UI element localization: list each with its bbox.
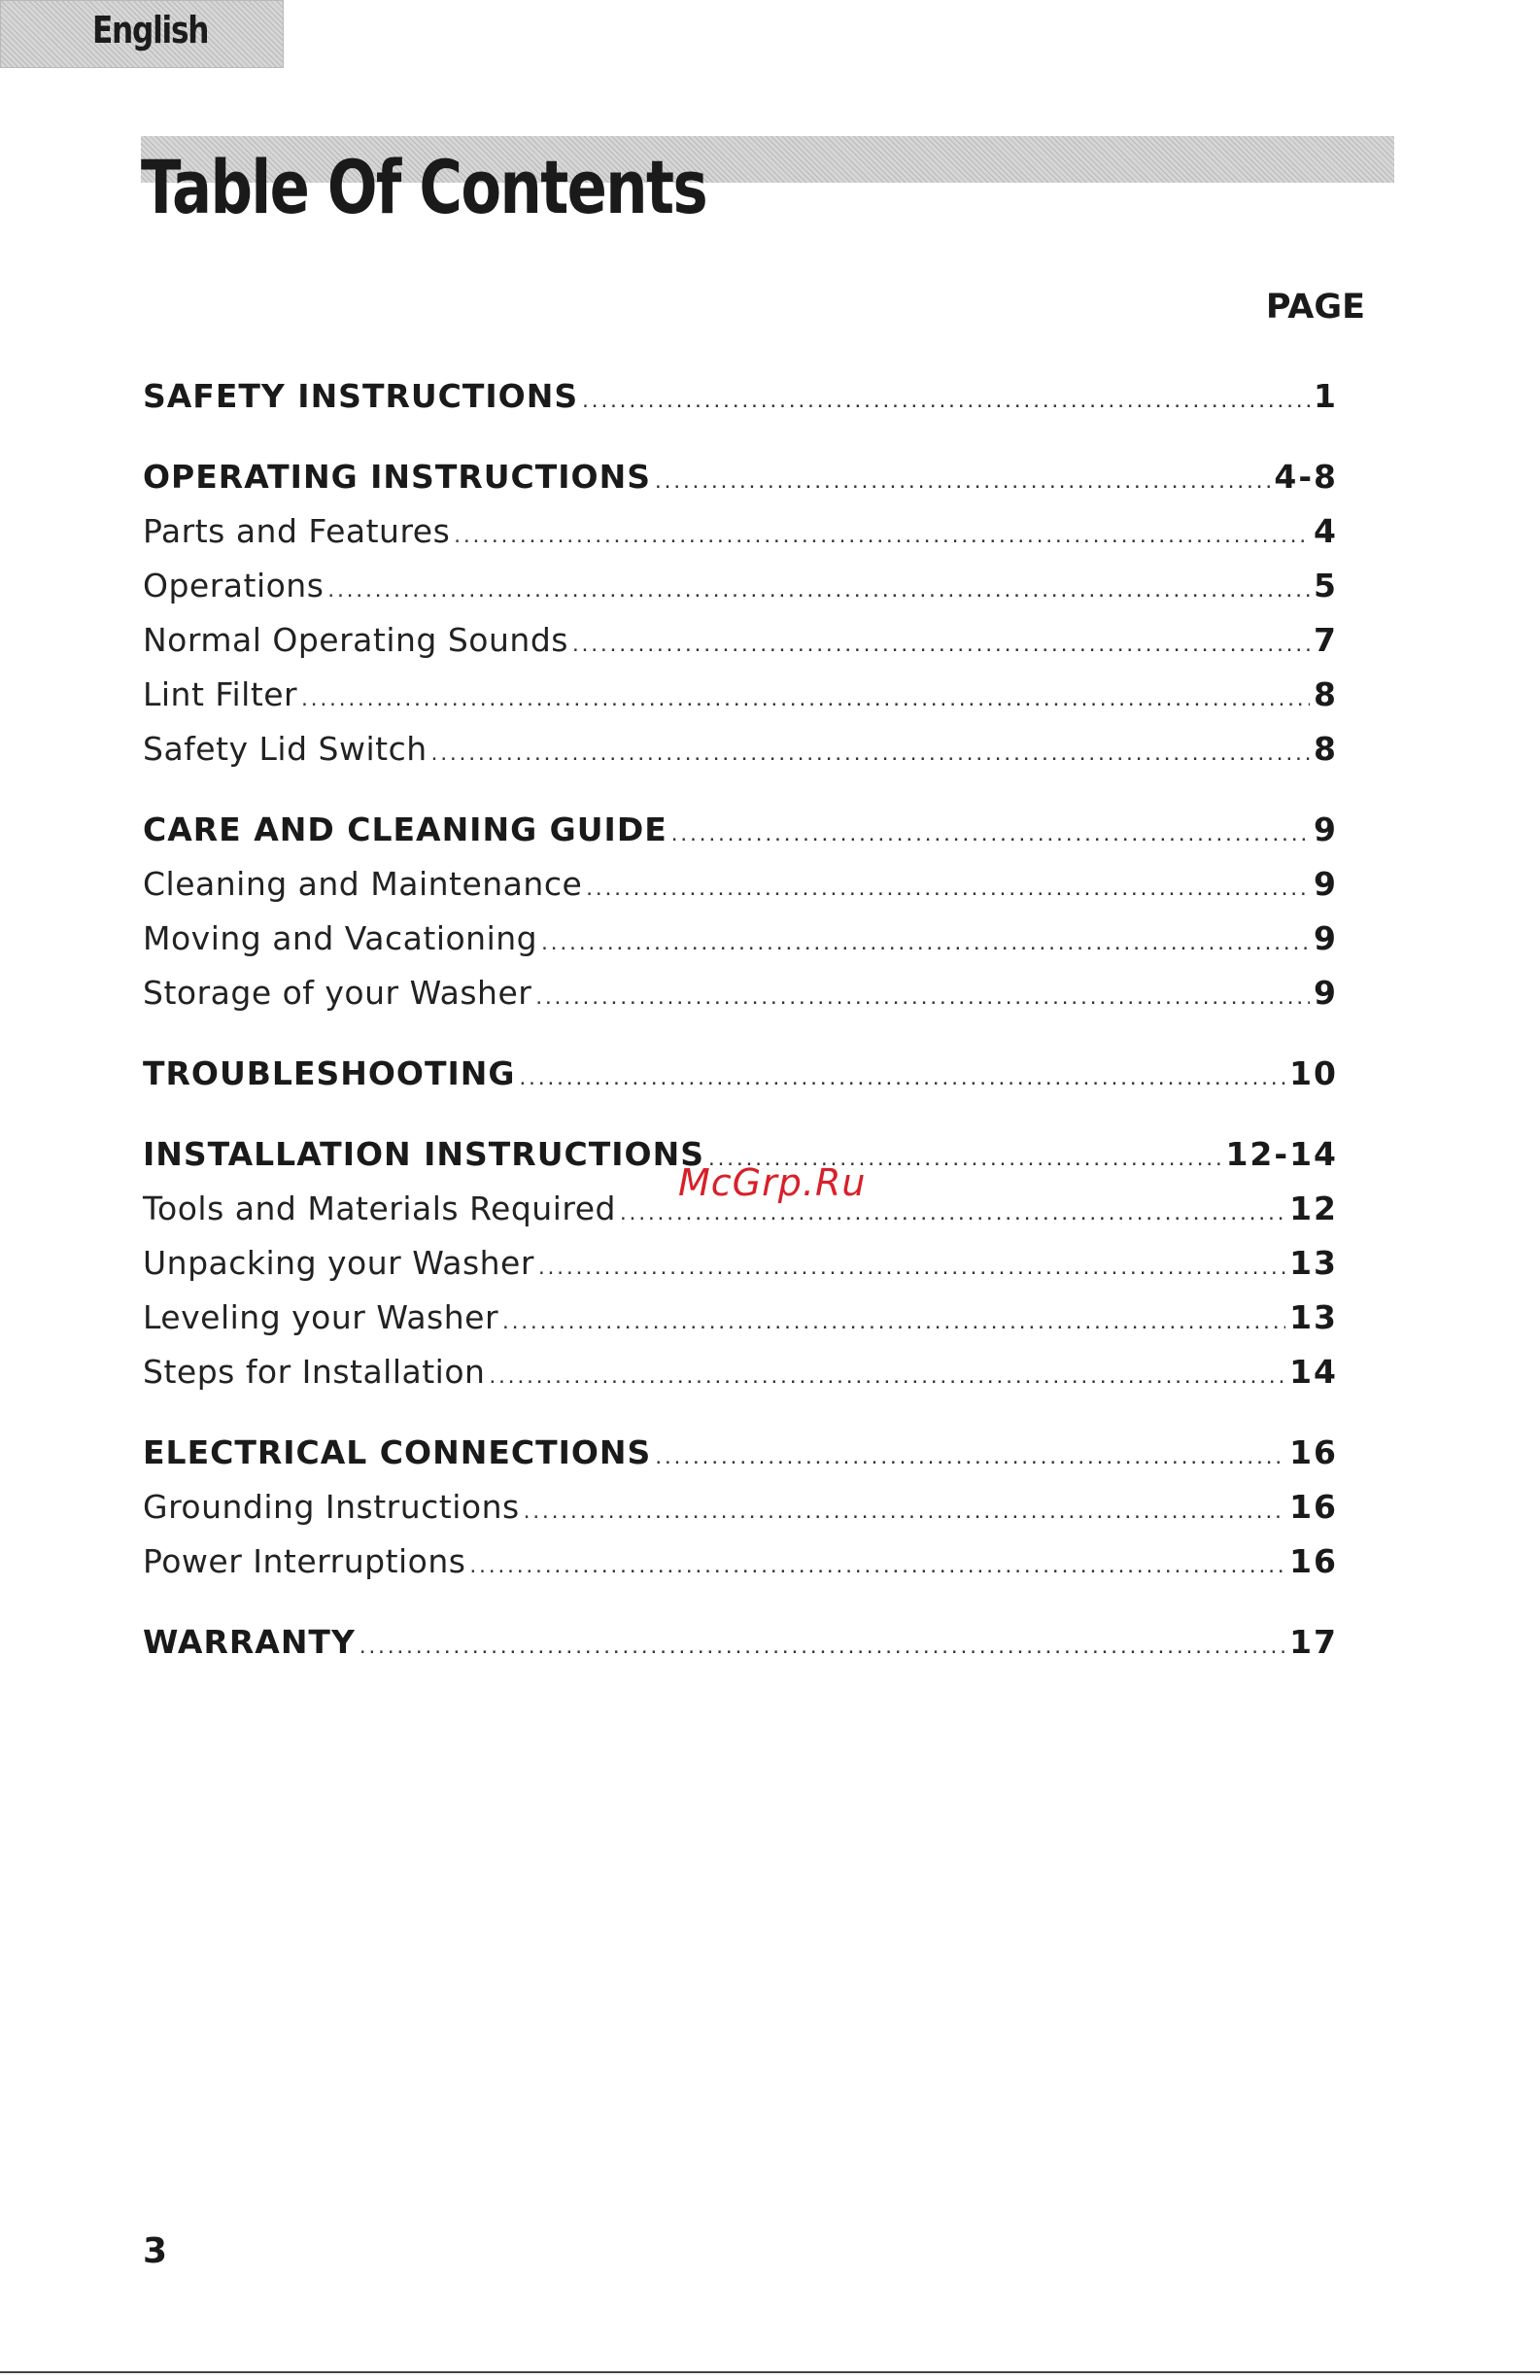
toc-section-care <box>143 803 1338 1020</box>
toc-item-label: Parts and Features <box>143 512 451 550</box>
toc-page-number: 17 <box>1289 1623 1338 1661</box>
toc-page-number: 9 <box>1314 919 1338 957</box>
toc-page-number: 16 <box>1289 1433 1338 1471</box>
toc-heading-label: INSTALLATION INSTRUCTIONS <box>143 1135 704 1173</box>
toc-heading-label: TROUBLESHOOTING <box>143 1054 516 1092</box>
toc-item-label: Operations <box>143 567 325 604</box>
language-label: English <box>92 9 209 52</box>
bottom-divider <box>0 2371 1540 2373</box>
toc-item-label: Tools and Materials Required <box>143 1190 616 1227</box>
toc-page-number: 10 <box>1289 1054 1338 1092</box>
toc-heading-label: CARE AND CLEANING GUIDE <box>143 811 667 848</box>
toc-heading[interactable] <box>143 803 1338 857</box>
watermark: McGrp.Ru <box>678 1161 867 1204</box>
toc-heading[interactable] <box>143 1047 1338 1101</box>
toc-heading[interactable] <box>143 369 1338 424</box>
dot-leader <box>655 454 1270 508</box>
dot-leader <box>431 726 1310 780</box>
toc-page-number: 16 <box>1289 1542 1338 1580</box>
page-number: 3 <box>143 2231 168 2271</box>
toc-heading[interactable] <box>143 1615 1338 1670</box>
toc-heading[interactable] <box>143 450 1338 504</box>
toc-page-number: 9 <box>1314 811 1338 848</box>
toc-page-number: 12-14 <box>1225 1135 1338 1173</box>
toc-section-electrical <box>143 1426 1338 1589</box>
toc-item-label: Moving and Vacationing <box>143 919 538 957</box>
dot-leader <box>469 1538 1285 1593</box>
toc-item-label: Grounding Instructions <box>143 1488 520 1526</box>
toc-heading-label: WARRANTY <box>143 1623 356 1661</box>
toc-section-warranty <box>143 1615 1338 1670</box>
toc-page-number: 13 <box>1289 1244 1338 1282</box>
dot-leader <box>572 617 1310 672</box>
dot-leader <box>586 861 1310 915</box>
toc-heading-label: ELECTRICAL CONNECTIONS <box>143 1433 652 1471</box>
toc-item-label: Safety Lid Switch <box>143 730 428 768</box>
dot-leader <box>535 970 1310 1024</box>
toc-section-safety <box>143 369 1338 424</box>
toc-item[interactable] <box>143 1345 1338 1399</box>
dot-leader <box>489 1349 1285 1403</box>
page-column-header: PAGE <box>1265 288 1365 327</box>
dot-leader <box>524 1484 1285 1538</box>
dot-leader <box>582 373 1310 428</box>
toc-item-label: Normal Operating Sounds <box>143 621 568 659</box>
toc-item-label: Steps for Installation <box>143 1353 486 1391</box>
dot-leader <box>519 1051 1285 1105</box>
dot-leader <box>541 915 1310 970</box>
toc-item[interactable] <box>143 722 1338 776</box>
toc-item-label: Storage of your Washer <box>143 974 532 1012</box>
toc-item[interactable] <box>143 857 1338 912</box>
toc-item[interactable] <box>143 966 1338 1020</box>
dot-leader <box>655 1430 1285 1484</box>
page-title: Table Of Contents <box>141 144 707 230</box>
toc-item[interactable] <box>143 504 1338 559</box>
toc-heading[interactable] <box>143 1426 1338 1480</box>
toc-item-label: Lint Filter <box>143 675 298 713</box>
toc-page-number: 16 <box>1289 1488 1338 1526</box>
toc-item[interactable] <box>143 559 1338 613</box>
toc-item[interactable] <box>143 1236 1338 1291</box>
toc-page-number: 12 <box>1289 1190 1338 1227</box>
toc-page-number: 5 <box>1314 567 1338 604</box>
toc-item-label: Power Interruptions <box>143 1542 466 1580</box>
dot-leader <box>301 672 1310 726</box>
toc-item[interactable] <box>143 912 1338 966</box>
language-tab[interactable] <box>0 0 284 68</box>
dot-leader <box>538 1240 1285 1294</box>
toc-page-number: 1 <box>1314 377 1338 415</box>
toc-heading-label: OPERATING INSTRUCTIONS <box>143 458 651 496</box>
toc-item[interactable] <box>143 613 1338 668</box>
toc-item[interactable] <box>143 1291 1338 1345</box>
toc-item[interactable] <box>143 1480 1338 1535</box>
toc-page-number: 7 <box>1314 621 1338 659</box>
dot-leader <box>359 1619 1285 1673</box>
dot-leader <box>454 508 1310 563</box>
toc-section-troubleshooting <box>143 1047 1338 1101</box>
toc-heading-label: SAFETY INSTRUCTIONS <box>143 377 579 415</box>
toc-page-number: 8 <box>1314 730 1338 768</box>
toc-page-number: 4 <box>1314 512 1338 550</box>
table-of-contents <box>143 369 1338 1696</box>
toc-page-number: 4-8 <box>1274 458 1338 496</box>
toc-item-label: Cleaning and Maintenance <box>143 865 583 903</box>
toc-page-number: 13 <box>1289 1298 1338 1336</box>
toc-page-number: 9 <box>1314 974 1338 1012</box>
dot-leader <box>502 1294 1285 1349</box>
dot-leader <box>327 563 1310 617</box>
toc-item[interactable] <box>143 1535 1338 1589</box>
toc-item-label: Leveling your Washer <box>143 1298 499 1336</box>
toc-page-number: 14 <box>1289 1353 1338 1391</box>
toc-item-label: Unpacking your Washer <box>143 1244 534 1282</box>
toc-item[interactable] <box>143 668 1338 722</box>
toc-page-number: 9 <box>1314 865 1338 903</box>
toc-page-number: 8 <box>1314 675 1338 713</box>
toc-section-operating <box>143 450 1338 776</box>
dot-leader <box>671 807 1310 861</box>
